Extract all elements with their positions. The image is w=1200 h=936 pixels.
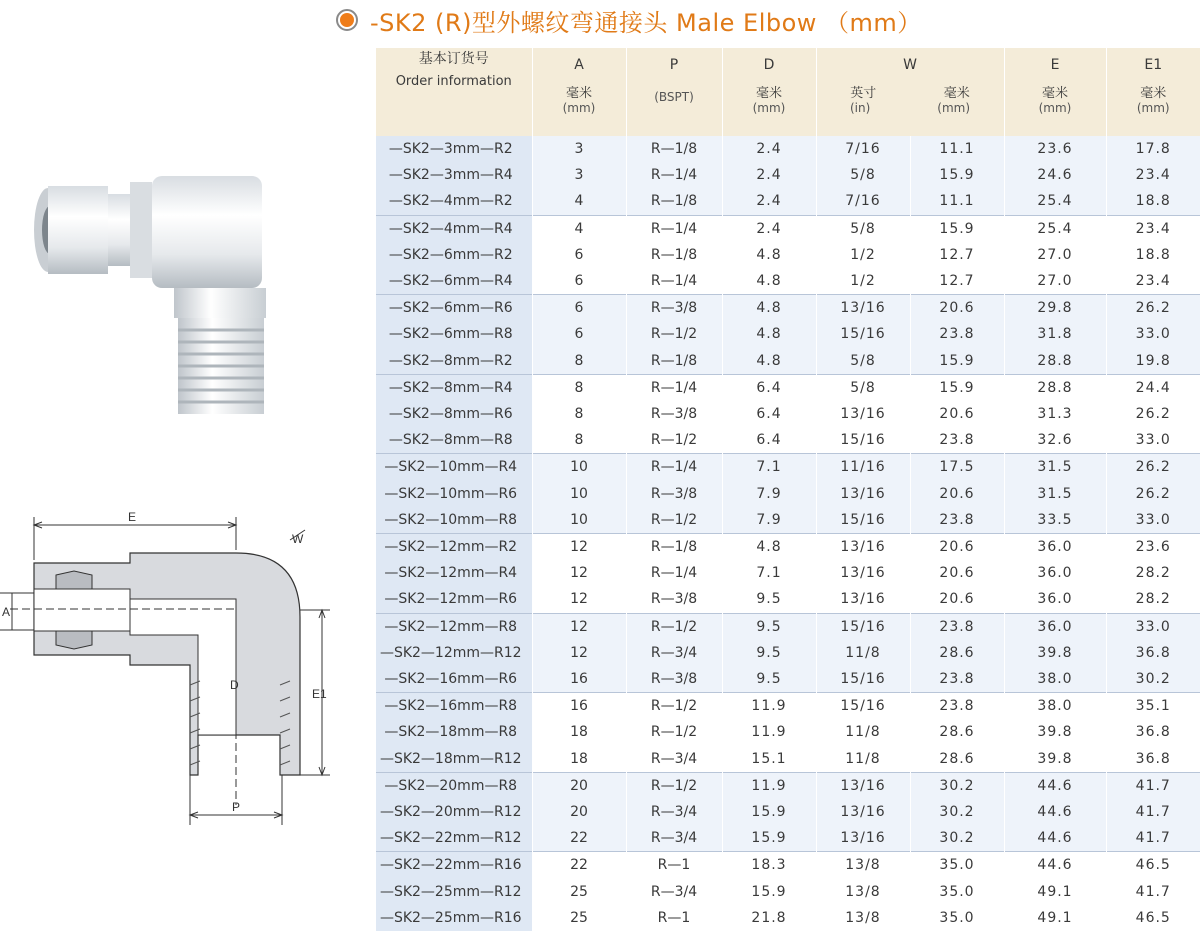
cell-p: R—1/2 bbox=[626, 772, 722, 799]
cell-p: R—1/4 bbox=[626, 560, 722, 586]
dim-label-e1: E1 bbox=[312, 687, 327, 701]
cell-w-mm: 15.9 bbox=[910, 215, 1004, 242]
cell-order: —SK2—6mm—R4 bbox=[376, 268, 532, 295]
cell-d: 2.4 bbox=[722, 162, 816, 188]
cell-w-in: 13/16 bbox=[816, 401, 910, 427]
table-row bbox=[376, 825, 1200, 852]
cell-a: 8 bbox=[532, 374, 626, 401]
cell-w-mm: 30.2 bbox=[910, 799, 1004, 825]
cell-e1: 46.5 bbox=[1106, 905, 1200, 931]
cell-e: 44.6 bbox=[1004, 825, 1106, 852]
cell-w-in: 15/16 bbox=[816, 321, 910, 347]
table-row bbox=[376, 879, 1200, 905]
cell-p: R—1/2 bbox=[626, 427, 722, 454]
cell-w-in: 11/8 bbox=[816, 746, 910, 773]
cell-e1: 19.8 bbox=[1106, 348, 1200, 375]
table-row bbox=[376, 295, 1200, 322]
cell-e: 31.5 bbox=[1004, 454, 1106, 481]
cell-d: 9.5 bbox=[722, 613, 816, 640]
cell-w-mm: 30.2 bbox=[910, 825, 1004, 852]
cell-w-in: 5/8 bbox=[816, 374, 910, 401]
cell-e1: 33.0 bbox=[1106, 321, 1200, 347]
cell-p: R—3/4 bbox=[626, 746, 722, 773]
cell-e: 27.0 bbox=[1004, 268, 1106, 295]
cell-d: 15.1 bbox=[722, 746, 816, 773]
cell-p: R—3/8 bbox=[626, 586, 722, 613]
cell-e: 44.6 bbox=[1004, 772, 1106, 799]
table-row bbox=[376, 534, 1200, 561]
cell-d: 2.4 bbox=[722, 136, 816, 162]
cell-e1: 33.0 bbox=[1106, 613, 1200, 640]
technical-drawing bbox=[0, 505, 340, 835]
cell-order: —SK2—12mm—R6 bbox=[376, 586, 532, 613]
cell-w-in: 15/16 bbox=[816, 693, 910, 720]
cell-order: —SK2—10mm—R8 bbox=[376, 507, 532, 534]
cell-e: 28.8 bbox=[1004, 374, 1106, 401]
cell-a: 20 bbox=[532, 799, 626, 825]
cell-a: 18 bbox=[532, 746, 626, 773]
cell-order: —SK2—22mm—R12 bbox=[376, 825, 532, 852]
cell-w-mm: 35.0 bbox=[910, 905, 1004, 931]
cell-e: 38.0 bbox=[1004, 666, 1106, 693]
cell-e: 49.1 bbox=[1004, 879, 1106, 905]
cell-p: R—3/8 bbox=[626, 401, 722, 427]
cell-e1: 26.2 bbox=[1106, 295, 1200, 322]
cell-w-in: 13/16 bbox=[816, 586, 910, 613]
cell-p: R—1/4 bbox=[626, 215, 722, 242]
cell-a: 10 bbox=[532, 481, 626, 507]
dim-label-w: W bbox=[292, 532, 304, 546]
cell-p: R—1/2 bbox=[626, 693, 722, 720]
cell-p: R—1/2 bbox=[626, 613, 722, 640]
cell-e: 32.6 bbox=[1004, 427, 1106, 454]
table-row bbox=[376, 188, 1200, 215]
cell-w-mm: 23.8 bbox=[910, 427, 1004, 454]
cell-w-in: 5/8 bbox=[816, 162, 910, 188]
cell-order: —SK2—3mm—R4 bbox=[376, 162, 532, 188]
cell-a: 8 bbox=[532, 401, 626, 427]
cell-p: R—1/2 bbox=[626, 719, 722, 745]
cell-order: —SK2—8mm—R6 bbox=[376, 401, 532, 427]
cell-w-in: 13/8 bbox=[816, 905, 910, 931]
cell-a: 25 bbox=[532, 905, 626, 931]
table-row bbox=[376, 693, 1200, 720]
cell-w-mm: 12.7 bbox=[910, 268, 1004, 295]
table-row bbox=[376, 481, 1200, 507]
cell-order: —SK2—6mm—R2 bbox=[376, 242, 532, 268]
cell-w-mm: 30.2 bbox=[910, 772, 1004, 799]
cell-w-mm: 20.6 bbox=[910, 481, 1004, 507]
cell-e1: 41.7 bbox=[1106, 825, 1200, 852]
table-row bbox=[376, 719, 1200, 745]
cell-d: 18.3 bbox=[722, 852, 816, 879]
title-text: -SK2 (R)型外螺纹弯通接头 Male Elbow （mm） bbox=[370, 8, 922, 37]
cell-d: 11.9 bbox=[722, 719, 816, 745]
cell-w-in: 5/8 bbox=[816, 348, 910, 375]
cell-d: 7.9 bbox=[722, 507, 816, 534]
cell-a: 10 bbox=[532, 507, 626, 534]
cell-p: R—3/4 bbox=[626, 825, 722, 852]
table-row bbox=[376, 162, 1200, 188]
cell-a: 16 bbox=[532, 693, 626, 720]
cell-order: —SK2—12mm—R4 bbox=[376, 560, 532, 586]
cell-a: 6 bbox=[532, 295, 626, 322]
cell-e1: 30.2 bbox=[1106, 666, 1200, 693]
cell-w-in: 13/16 bbox=[816, 481, 910, 507]
cell-e1: 28.2 bbox=[1106, 560, 1200, 586]
cell-w-mm: 20.6 bbox=[910, 401, 1004, 427]
cell-d: 11.9 bbox=[722, 693, 816, 720]
cell-w-mm: 23.8 bbox=[910, 321, 1004, 347]
cell-w-mm: 15.9 bbox=[910, 348, 1004, 375]
cell-order: —SK2—16mm—R8 bbox=[376, 693, 532, 720]
cell-w-in: 13/16 bbox=[816, 534, 910, 561]
cell-a: 6 bbox=[532, 242, 626, 268]
cell-w-mm: 23.8 bbox=[910, 693, 1004, 720]
cell-p: R—1/8 bbox=[626, 534, 722, 561]
cell-a: 12 bbox=[532, 640, 626, 666]
cell-w-in: 13/16 bbox=[816, 825, 910, 852]
table-row bbox=[376, 640, 1200, 666]
cell-order: —SK2—16mm—R6 bbox=[376, 666, 532, 693]
cell-e: 39.8 bbox=[1004, 719, 1106, 745]
cell-order: —SK2—20mm—R8 bbox=[376, 772, 532, 799]
cell-e1: 17.8 bbox=[1106, 136, 1200, 162]
cell-e1: 46.5 bbox=[1106, 852, 1200, 879]
cell-w-in: 1/2 bbox=[816, 242, 910, 268]
cell-a: 10 bbox=[532, 454, 626, 481]
cell-d: 4.8 bbox=[722, 534, 816, 561]
cell-d: 9.5 bbox=[722, 640, 816, 666]
cell-e1: 41.7 bbox=[1106, 799, 1200, 825]
cell-e: 36.0 bbox=[1004, 560, 1106, 586]
cell-order: —SK2—10mm—R4 bbox=[376, 454, 532, 481]
cell-a: 3 bbox=[532, 136, 626, 162]
cell-e1: 28.2 bbox=[1106, 586, 1200, 613]
cell-d: 6.4 bbox=[722, 427, 816, 454]
cell-order: —SK2—25mm—R16 bbox=[376, 905, 532, 931]
cell-order: —SK2—8mm—R2 bbox=[376, 348, 532, 375]
cell-w-in: 13/8 bbox=[816, 879, 910, 905]
e1-header: E1 毫米 (mm) bbox=[1106, 48, 1200, 136]
table-row bbox=[376, 136, 1200, 162]
cell-order: —SK2—10mm—R6 bbox=[376, 481, 532, 507]
cell-d: 11.9 bbox=[722, 772, 816, 799]
cell-p: R—1/2 bbox=[626, 321, 722, 347]
cell-e1: 23.4 bbox=[1106, 215, 1200, 242]
cell-p: R—3/8 bbox=[626, 666, 722, 693]
cell-e: 25.4 bbox=[1004, 215, 1106, 242]
cell-a: 22 bbox=[532, 825, 626, 852]
cell-w-mm: 12.7 bbox=[910, 242, 1004, 268]
cell-a: 6 bbox=[532, 268, 626, 295]
table-row bbox=[376, 401, 1200, 427]
table-row bbox=[376, 374, 1200, 401]
p-header: P (BSPT) bbox=[626, 48, 722, 136]
cell-d: 7.1 bbox=[722, 454, 816, 481]
cell-order: —SK2—4mm—R4 bbox=[376, 215, 532, 242]
cell-d: 2.4 bbox=[722, 188, 816, 215]
specification-table bbox=[376, 48, 1200, 931]
table-row bbox=[376, 613, 1200, 640]
cell-a: 12 bbox=[532, 560, 626, 586]
cell-order: —SK2—3mm—R2 bbox=[376, 136, 532, 162]
cell-d: 4.8 bbox=[722, 348, 816, 375]
cell-order: —SK2—8mm—R8 bbox=[376, 427, 532, 454]
cell-order: —SK2—12mm—R8 bbox=[376, 613, 532, 640]
product-photo bbox=[28, 160, 338, 430]
cell-e: 44.6 bbox=[1004, 852, 1106, 879]
cell-w-mm: 17.5 bbox=[910, 454, 1004, 481]
cell-order: —SK2—20mm—R12 bbox=[376, 799, 532, 825]
cell-w-mm: 23.8 bbox=[910, 666, 1004, 693]
cell-e1: 33.0 bbox=[1106, 427, 1200, 454]
cell-w-mm: 20.6 bbox=[910, 560, 1004, 586]
cell-e: 49.1 bbox=[1004, 905, 1106, 931]
cell-a: 12 bbox=[532, 534, 626, 561]
cell-d: 4.8 bbox=[722, 268, 816, 295]
cell-w-mm: 11.1 bbox=[910, 136, 1004, 162]
order-header: 基本订货号 Order information bbox=[376, 48, 532, 136]
cell-a: 20 bbox=[532, 772, 626, 799]
cell-p: R—1 bbox=[626, 905, 722, 931]
cell-e: 24.6 bbox=[1004, 162, 1106, 188]
cell-w-mm: 23.8 bbox=[910, 613, 1004, 640]
w-header: W 英寸 毫米 (in) (mm) bbox=[816, 48, 1004, 136]
cell-e: 33.5 bbox=[1004, 507, 1106, 534]
cell-p: R—3/8 bbox=[626, 481, 722, 507]
cell-w-in: 13/8 bbox=[816, 852, 910, 879]
cell-d: 15.9 bbox=[722, 799, 816, 825]
cell-w-mm: 28.6 bbox=[910, 746, 1004, 773]
cell-p: R—3/4 bbox=[626, 799, 722, 825]
cell-w-mm: 35.0 bbox=[910, 852, 1004, 879]
cell-e1: 26.2 bbox=[1106, 401, 1200, 427]
cell-w-in: 13/16 bbox=[816, 295, 910, 322]
page-title bbox=[336, 2, 922, 38]
cell-a: 12 bbox=[532, 586, 626, 613]
table-row bbox=[376, 799, 1200, 825]
table-row bbox=[376, 507, 1200, 534]
cell-a: 8 bbox=[532, 427, 626, 454]
cell-e: 39.8 bbox=[1004, 640, 1106, 666]
cell-w-in: 15/16 bbox=[816, 666, 910, 693]
table-row bbox=[376, 454, 1200, 481]
cell-e: 31.8 bbox=[1004, 321, 1106, 347]
cell-w-in: 15/16 bbox=[816, 613, 910, 640]
cell-e: 29.8 bbox=[1004, 295, 1106, 322]
cell-e1: 23.4 bbox=[1106, 162, 1200, 188]
cell-e: 25.4 bbox=[1004, 188, 1106, 215]
cell-e1: 18.8 bbox=[1106, 188, 1200, 215]
table-row bbox=[376, 586, 1200, 613]
cell-e1: 24.4 bbox=[1106, 374, 1200, 401]
cell-e1: 26.2 bbox=[1106, 454, 1200, 481]
cell-w-mm: 23.8 bbox=[910, 507, 1004, 534]
table-row bbox=[376, 268, 1200, 295]
table-row bbox=[376, 852, 1200, 879]
cell-p: R—3/4 bbox=[626, 640, 722, 666]
cell-d: 7.9 bbox=[722, 481, 816, 507]
cell-w-mm: 28.6 bbox=[910, 640, 1004, 666]
cell-w-in: 7/16 bbox=[816, 188, 910, 215]
cell-e: 28.8 bbox=[1004, 348, 1106, 375]
cell-e1: 41.7 bbox=[1106, 772, 1200, 799]
cell-w-in: 15/16 bbox=[816, 507, 910, 534]
cell-e1: 36.8 bbox=[1106, 719, 1200, 745]
cell-e: 38.0 bbox=[1004, 693, 1106, 720]
cell-d: 4.8 bbox=[722, 321, 816, 347]
cell-e: 23.6 bbox=[1004, 136, 1106, 162]
cell-p: R—1/8 bbox=[626, 348, 722, 375]
dim-label-a: A bbox=[2, 605, 11, 619]
table-row bbox=[376, 560, 1200, 586]
cell-w-in: 13/16 bbox=[816, 799, 910, 825]
table-row bbox=[376, 242, 1200, 268]
cell-e1: 23.4 bbox=[1106, 268, 1200, 295]
cell-e1: 35.1 bbox=[1106, 693, 1200, 720]
cell-e1: 18.8 bbox=[1106, 242, 1200, 268]
cell-d: 6.4 bbox=[722, 374, 816, 401]
cell-a: 4 bbox=[532, 188, 626, 215]
cell-a: 3 bbox=[532, 162, 626, 188]
cell-d: 4.8 bbox=[722, 295, 816, 322]
cell-e: 39.8 bbox=[1004, 746, 1106, 773]
cell-p: R—1/4 bbox=[626, 162, 722, 188]
cell-w-in: 13/16 bbox=[816, 560, 910, 586]
cell-e: 31.5 bbox=[1004, 481, 1106, 507]
orange-bullet-icon bbox=[336, 9, 358, 31]
cell-p: R—1/2 bbox=[626, 507, 722, 534]
cell-order: —SK2—22mm—R16 bbox=[376, 852, 532, 879]
cell-p: R—3/8 bbox=[626, 295, 722, 322]
cell-w-in: 5/8 bbox=[816, 215, 910, 242]
cell-a: 6 bbox=[532, 321, 626, 347]
cell-e: 44.6 bbox=[1004, 799, 1106, 825]
cell-a: 22 bbox=[532, 852, 626, 879]
cell-w-mm: 35.0 bbox=[910, 879, 1004, 905]
cell-w-in: 15/16 bbox=[816, 427, 910, 454]
table-body bbox=[376, 136, 1200, 931]
cell-order: —SK2—18mm—R8 bbox=[376, 719, 532, 745]
cell-e1: 26.2 bbox=[1106, 481, 1200, 507]
cell-p: R—1/4 bbox=[626, 268, 722, 295]
cell-e: 36.0 bbox=[1004, 613, 1106, 640]
table-row bbox=[376, 215, 1200, 242]
cell-w-in: 11/8 bbox=[816, 719, 910, 745]
cell-d: 21.8 bbox=[722, 905, 816, 931]
cell-order: —SK2—12mm—R2 bbox=[376, 534, 532, 561]
cell-a: 16 bbox=[532, 666, 626, 693]
cell-e: 36.0 bbox=[1004, 534, 1106, 561]
dim-label-d: D bbox=[230, 678, 239, 692]
cell-order: —SK2—6mm—R8 bbox=[376, 321, 532, 347]
cell-d: 7.1 bbox=[722, 560, 816, 586]
cell-d: 2.4 bbox=[722, 215, 816, 242]
cell-w-in: 13/16 bbox=[816, 772, 910, 799]
dim-label-e: E bbox=[128, 510, 137, 524]
table-row bbox=[376, 772, 1200, 799]
cell-order: —SK2—8mm—R4 bbox=[376, 374, 532, 401]
cell-e: 36.0 bbox=[1004, 586, 1106, 613]
cell-p: R—1 bbox=[626, 852, 722, 879]
cell-a: 8 bbox=[532, 348, 626, 375]
cell-w-in: 1/2 bbox=[816, 268, 910, 295]
cell-a: 4 bbox=[532, 215, 626, 242]
table-row bbox=[376, 746, 1200, 773]
table-row bbox=[376, 348, 1200, 375]
cell-e: 27.0 bbox=[1004, 242, 1106, 268]
cell-w-mm: 11.1 bbox=[910, 188, 1004, 215]
table-row bbox=[376, 427, 1200, 454]
cell-order: —SK2—12mm—R12 bbox=[376, 640, 532, 666]
cell-e: 31.3 bbox=[1004, 401, 1106, 427]
a-header: A 毫米 (mm) bbox=[532, 48, 626, 136]
cell-order: —SK2—6mm—R6 bbox=[376, 295, 532, 322]
cell-w-mm: 15.9 bbox=[910, 374, 1004, 401]
cell-e1: 23.6 bbox=[1106, 534, 1200, 561]
cell-w-in: 11/16 bbox=[816, 454, 910, 481]
cell-p: R—3/4 bbox=[626, 879, 722, 905]
cell-p: R—1/8 bbox=[626, 242, 722, 268]
cell-d: 9.5 bbox=[722, 666, 816, 693]
dim-label-p: P bbox=[232, 800, 241, 814]
cell-order: —SK2—4mm—R2 bbox=[376, 188, 532, 215]
cell-d: 6.4 bbox=[722, 401, 816, 427]
cell-w-mm: 20.6 bbox=[910, 295, 1004, 322]
cell-w-mm: 15.9 bbox=[910, 162, 1004, 188]
cell-d: 9.5 bbox=[722, 586, 816, 613]
cell-p: R—1/4 bbox=[626, 454, 722, 481]
cell-p: R—1/4 bbox=[626, 374, 722, 401]
cell-w-in: 7/16 bbox=[816, 136, 910, 162]
cell-w-in: 11/8 bbox=[816, 640, 910, 666]
cell-e1: 36.8 bbox=[1106, 640, 1200, 666]
cell-a: 25 bbox=[532, 879, 626, 905]
cell-p: R—1/8 bbox=[626, 136, 722, 162]
table-row bbox=[376, 666, 1200, 693]
cell-w-mm: 20.6 bbox=[910, 586, 1004, 613]
table-row bbox=[376, 905, 1200, 931]
cell-e1: 33.0 bbox=[1106, 507, 1200, 534]
cell-p: R—1/8 bbox=[626, 188, 722, 215]
table-row bbox=[376, 321, 1200, 347]
e-header: E 毫米 (mm) bbox=[1004, 48, 1106, 136]
cell-e1: 41.7 bbox=[1106, 879, 1200, 905]
cell-order: —SK2—18mm—R12 bbox=[376, 746, 532, 773]
cell-e1: 36.8 bbox=[1106, 746, 1200, 773]
cell-w-mm: 28.6 bbox=[910, 719, 1004, 745]
cell-a: 12 bbox=[532, 613, 626, 640]
cell-d: 4.8 bbox=[722, 242, 816, 268]
cell-d: 15.9 bbox=[722, 825, 816, 852]
cell-order: —SK2—25mm—R12 bbox=[376, 879, 532, 905]
cell-a: 18 bbox=[532, 719, 626, 745]
cell-w-mm: 20.6 bbox=[910, 534, 1004, 561]
cell-d: 15.9 bbox=[722, 879, 816, 905]
d-header: D 毫米 (mm) bbox=[722, 48, 816, 136]
